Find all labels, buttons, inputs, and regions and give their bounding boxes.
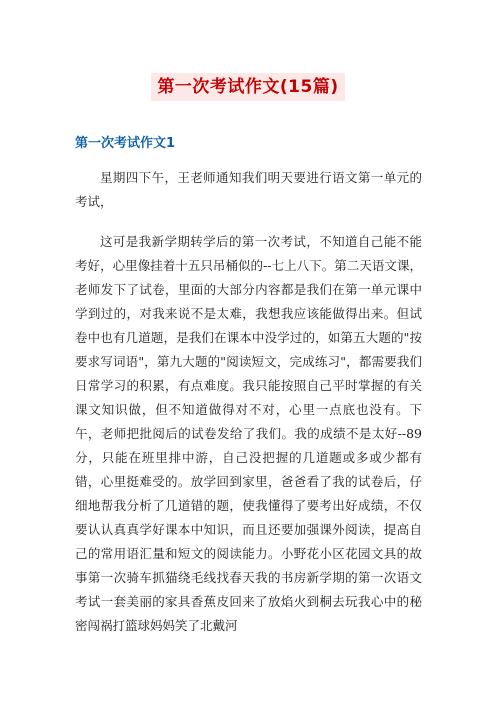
document-title: 第一次考试作文(15篇) [151,73,344,101]
paragraph-2: 这可是我新学期转学后的第一次考试，不知道自己能不能考好，心里像挂着十五只吊桶似的--七上八下。第二天语文课，老师发下了试卷，里面的大部分内容都是我们在第一单元课中学到过的，对我来说不是太难，我想我应该能做得出来。但试卷中也有几道题，是我们在课本中没学过的，如第五大题的"按要求写词语"，第九大题的"阅读短文，完成练习"，都需要我们日常学习的积累，有点难度。我只能按照自己平时掌握的有关课文知识做，但不知道做得对不对，心里一点底也没有。下午，老师把批阅后的试卷发给了我们。我的成绩不是太好--89分，只能在班里排中游，自己没把握的几道题或多或少都有错，心里挺难受的。放学回到家里，爸爸看了我的试卷后，仔细地帮我分析了几道错的题，使我懂得了要考出好成绩，不仅要认认真真学好课本中知识，而且还要加强课外阅读，提高自己的常用语汇量和短文的阅读能力。小野花小区花园文具的故事第一次骑车抓猫绕毛线找春天我的书房新学期的第一次语文考试一套美丽的家具香蕉皮回来了放焰火到桐去玩我心中的秘密闯祸打篮球妈妈笑了北戴河 [75,234,422,633]
title-wrap [0,73,496,101]
paragraph-1: 星期四下午，王老师通知我们明天要进行语文第一单元的考试， [75,170,422,209]
section-heading: 第一次考试作文1 [75,136,176,151]
